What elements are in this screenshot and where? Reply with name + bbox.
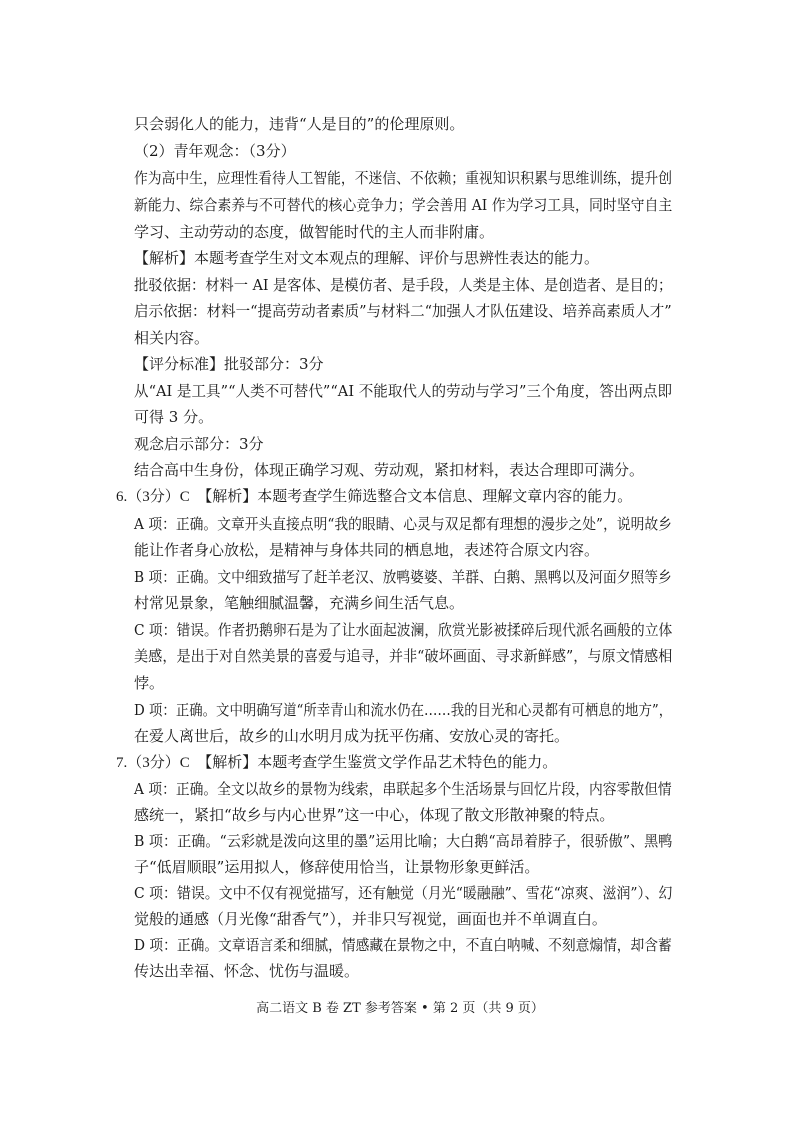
- text-line: 批驳依据：材料一 AI 是客体、是模仿者、是手段，人类是主体、是创造者、是目的；: [134, 276, 673, 294]
- text-line: 启示依据：材料一“提高劳动者素质”与材料二“加强人才队伍建设、培养高素质人才”: [134, 302, 672, 320]
- text-line: 子“低眉顺眼”运用拟人，修辞使用恰当，让景物形象更鲜活。: [134, 858, 540, 876]
- text-line: C 项：错误。文中不仅有视觉描写，还有触觉（月光“暖融融”、雪花“凉爽、滋润”）、幻: [134, 884, 673, 902]
- text-line: 观念启示部分：3分: [134, 435, 264, 453]
- text-line: 只会弱化人的能力，违背“人是目的”的伦理原则。: [134, 115, 465, 133]
- text-line: 悖。: [134, 674, 165, 692]
- text-line: 【评分标准】批驳部分：3分: [134, 355, 324, 373]
- text-line: 结合高中生身份，体现正确学习观、劳动观，紧扣材料，表达合理即可满分。: [134, 461, 645, 479]
- text-line: 能让作者身心放松，是精神与身体共同的栖息地，表述符合原文内容。: [134, 541, 600, 559]
- text-line: D 项：正确。文章语言柔和细腻，情感藏在景物之中，不直白呐喊、不刻意煽情，却含蓄: [134, 936, 672, 954]
- text-line: 【解析】本题考查学生对文本观点的理解、评价与思辨性表达的能力。: [134, 249, 600, 267]
- text-line: （2）青年观念：（3分）: [134, 142, 296, 160]
- text-line: 传达出幸福、怀念、忧伤与温暖。: [134, 962, 360, 980]
- page-footer: 高二语文 B 卷 ZT 参考答案 • 第 2 页（共 9 页）: [256, 1001, 544, 1016]
- text-line: C 项：错误。作者扔鹅卵石是为了让水面起波澜，欣赏光影被揉碎后现代派名画般的立体: [134, 621, 673, 639]
- text-line: 美感，是出于对自然美景的喜爱与追寻，并非“破坏画面、寻求新鲜感”，与原文情感相: [134, 647, 673, 665]
- text-line: 感统一，紧扣“故乡与内心世界”这一中心，体现了散文形散神聚的特点。: [134, 806, 615, 824]
- text-line: 觉般的通感（月光像“甜香气”），并非只写视觉，画面也并不单调直白。: [134, 910, 607, 928]
- text-line: 相关内容。: [134, 329, 210, 347]
- text-line: D 项：正确。文中明确写道“所幸青山和流水仍在……我的目光和心灵都有可栖息的地方”，: [134, 701, 673, 719]
- text-line: 作为高中生，应理性看待人工智能，不迷信、不依赖；重视知识积累与思维训练，提升创: [134, 169, 673, 187]
- text-line: 新能力、综合素养与不可替代的核心竞争力；学会善用 AI 作为学习工具，同时坚守自主: [134, 196, 673, 214]
- question-6-heading: 6.（3分）C 【解析】本题考查学生筛选整合文本信息、理解文章内容的能力。: [116, 489, 633, 505]
- text-line: A 项：正确。文章开头直接点明“我的眼睛、心灵与双足都有理想的漫步之处”，说明故乡: [134, 515, 672, 533]
- text-line: 从“AI 是工具”“人类不可替代”“AI 不能取代人的劳动与学习”三个角度，答出两点即: [134, 382, 673, 400]
- text-line: 可得 3 分。: [134, 408, 214, 426]
- text-line: B 项：正确。文中细致描写了赶羊老汉、放鸭婆婆、羊群、白鹅、黑鸭以及河面夕照等乡: [134, 568, 672, 586]
- text-line: A 项：正确。全文以故乡的景物为线索，串联起多个生活场景与回忆片段，内容零散但情: [134, 780, 672, 798]
- text-line: 在爱人离世后，故乡的山水明月成为抚平伤痛、安放心灵的寄托。: [134, 727, 570, 745]
- text-line: 学习、主动劳动的态度，做智能时代的主人而非附庸。: [134, 223, 495, 241]
- text-line: 村常见景象，笔触细腻温馨，充满乡间生活气息。: [134, 594, 465, 612]
- question-7-heading: 7.（3分）C 【解析】本题考查学生鉴赏文学作品艺术特色的能力。: [116, 755, 558, 771]
- text-line: B 项：正确。“云彩就是泼向这里的墨”运用比喻；大白鹅“高昂着脖子，很骄傲”、黑鸭: [134, 832, 673, 850]
